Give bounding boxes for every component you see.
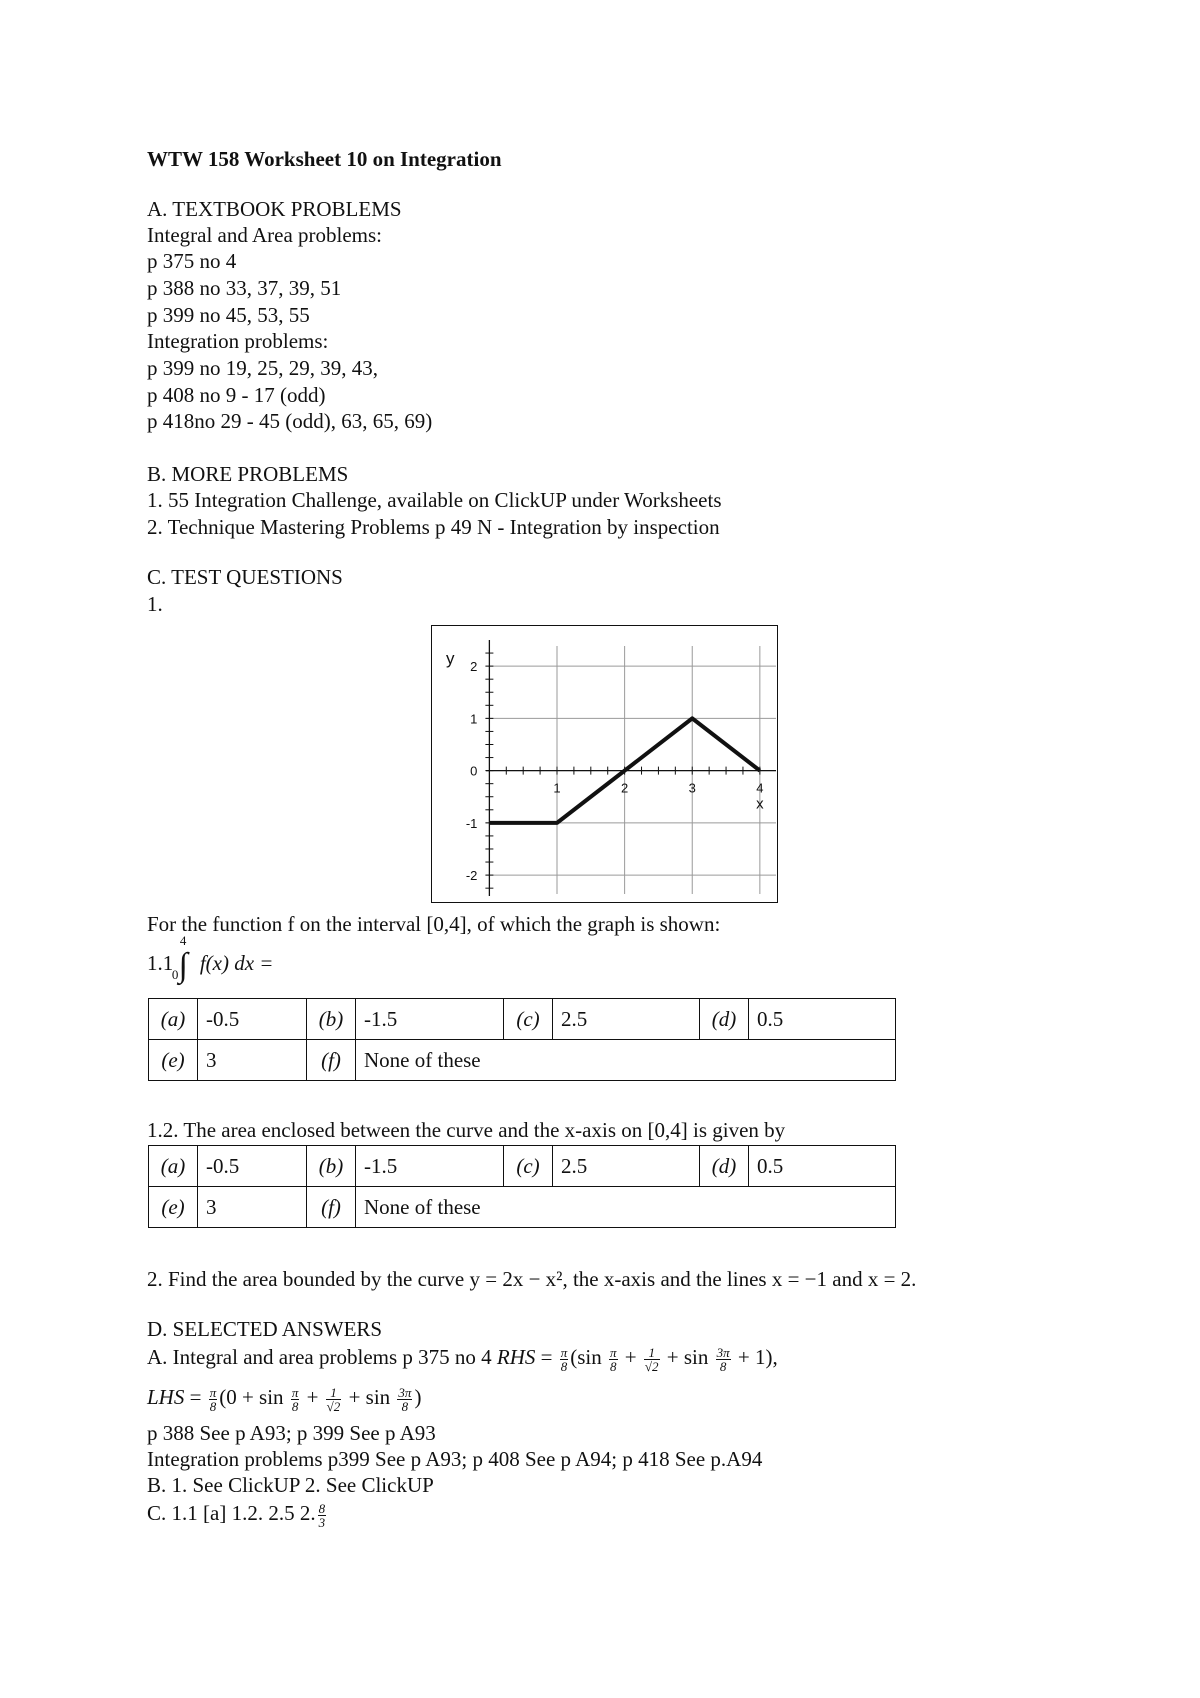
integral-upper-limit: 4 xyxy=(179,933,187,948)
section-a-line: Integration problems: xyxy=(147,329,329,353)
rhs-text: + xyxy=(619,1345,642,1369)
option-a-label[interactable]: (a) xyxy=(149,999,198,1040)
section-d-heading: D. SELECTED ANSWERS xyxy=(147,1317,383,1341)
integral-limits xyxy=(171,933,200,982)
answer-a-lhs xyxy=(147,1384,421,1413)
option-b-value[interactable]: -1.5 xyxy=(356,1146,504,1187)
function-graph xyxy=(431,625,778,903)
section-a-line: p 399 no 19, 25, 29, 39, 43, xyxy=(147,356,378,380)
fraction-numerator: 8 xyxy=(318,1500,326,1516)
integral-sign: ∫ xyxy=(178,947,188,984)
option-c-value[interactable]: 2.5 xyxy=(553,1146,700,1187)
fraction-pi-over-8 xyxy=(209,1386,218,1413)
option-f-label[interactable]: (f) xyxy=(307,1187,356,1228)
answer-c xyxy=(147,1500,328,1529)
x-tick-label: 1 xyxy=(553,780,561,796)
fraction-pi-over-8 xyxy=(560,1346,569,1373)
lhs-label: LHS xyxy=(147,1385,185,1409)
fraction-denominator: 8 xyxy=(610,1358,617,1374)
rhs-text: + sin xyxy=(661,1345,714,1369)
lhs-text: = xyxy=(184,1385,207,1409)
y-tick-label: -1 xyxy=(465,815,478,831)
fraction-numerator: 1 xyxy=(326,1386,342,1400)
answer-a-prefix: A. Integral and area problems p 375 no 4 xyxy=(147,1345,492,1369)
option-b-value[interactable]: -1.5 xyxy=(356,999,504,1040)
function-graph-svg xyxy=(432,626,777,902)
y-axis-label: y xyxy=(446,649,455,669)
rhs-text: = xyxy=(540,1345,558,1369)
fraction-denominator: 8 xyxy=(209,1398,217,1414)
option-b-label[interactable]: (b) xyxy=(307,1146,356,1187)
section-a-line: p 388 no 33, 37, 39, 51 xyxy=(147,276,342,300)
option-e-value[interactable]: 3 xyxy=(198,1187,307,1228)
rhs-text: (sin xyxy=(570,1345,608,1369)
question-1-1 xyxy=(147,933,274,984)
fraction-numerator: π xyxy=(291,1384,299,1400)
y-tick-label: -2 xyxy=(465,868,478,884)
question-1-2: 1.2. The area enclosed between the curve and the x-axis on [0,4] is given by xyxy=(147,1118,786,1142)
fraction-denominator: √2 xyxy=(644,1358,659,1374)
graph-prompt: For the function f on the interval [0,4], of which the graph is shown: xyxy=(147,912,721,936)
answer-line: p 388 See p A93; p 399 See p A93 xyxy=(147,1421,436,1445)
fraction-8-over-3 xyxy=(318,1502,327,1529)
x-tick-label: 4 xyxy=(756,780,764,796)
option-c-label[interactable]: (c) xyxy=(504,1146,553,1187)
fraction-numerator: π xyxy=(610,1344,617,1360)
y-tick-label: 0 xyxy=(470,763,478,779)
option-a-label[interactable]: (a) xyxy=(149,1146,198,1187)
fraction-one-over-root-2 xyxy=(644,1346,660,1373)
section-b-heading: B. MORE PROBLEMS xyxy=(147,462,349,486)
fraction-pi-over-8 xyxy=(609,1346,618,1373)
option-a-value[interactable]: -0.5 xyxy=(198,1146,307,1187)
section-b-line: 1. 55 Integration Challenge, available on ClickUP under Worksheets xyxy=(147,488,722,512)
option-f-label[interactable]: (f) xyxy=(307,1040,356,1081)
option-f-value[interactable]: None of these xyxy=(356,1187,896,1228)
fraction-numerator: π xyxy=(209,1384,217,1400)
answer-c-prefix: C. 1.1 [a] 1.2. 2.5 2. xyxy=(147,1501,316,1525)
fraction-numerator: 3π xyxy=(716,1344,730,1360)
section-c-heading: C. TEST QUESTIONS xyxy=(147,565,343,589)
y-tick-label: 2 xyxy=(470,659,478,675)
option-e-value[interactable]: 3 xyxy=(198,1040,307,1081)
lhs-text: ) xyxy=(414,1385,422,1409)
section-a-heading: A. TEXTBOOK PROBLEMS xyxy=(147,197,402,221)
answer-line: Integration problems p399 See p A93; p 408 See p A94; p 418 See p.A94 xyxy=(147,1447,763,1471)
option-c-value[interactable]: 2.5 xyxy=(553,999,700,1040)
page-title: WTW 158 Worksheet 10 on Integration xyxy=(147,147,502,171)
option-d-value[interactable]: 0.5 xyxy=(749,1146,896,1187)
fraction-denominator: 8 xyxy=(719,1358,727,1374)
fraction-pi-over-8 xyxy=(291,1386,300,1413)
option-c-label[interactable]: (c) xyxy=(504,999,553,1040)
x-tick-label: 3 xyxy=(688,780,696,796)
section-b-line: 2. Technique Mastering Problems p 49 N - Integration by inspection xyxy=(147,515,720,539)
fraction-denominator: 8 xyxy=(560,1358,568,1374)
fraction-denominator: 8 xyxy=(401,1398,409,1414)
option-a-value[interactable]: -0.5 xyxy=(198,999,307,1040)
section-a-line: p 399 no 45, 53, 55 xyxy=(147,303,310,327)
lhs-text: + xyxy=(301,1385,324,1409)
integrand: f(x) dx = xyxy=(199,951,274,975)
y-tick-label: 1 xyxy=(470,711,478,727)
option-f-value[interactable]: None of these xyxy=(356,1040,896,1081)
x-axis-label: x xyxy=(756,795,764,813)
section-a-line: p 418no 29 - 45 (odd), 63, 65, 69) xyxy=(147,409,433,433)
question-1-1-options xyxy=(148,998,896,1081)
x-tick-label: 2 xyxy=(621,780,629,796)
answer-line: B. 1. See ClickUP 2. See ClickUP xyxy=(147,1473,434,1497)
question-2: 2. Find the area bounded by the curve y = 2x − x², the x-axis and the lines x = −1 and x = 2. xyxy=(147,1267,917,1291)
fraction-denominator: √2 xyxy=(326,1398,341,1414)
fraction-one-over-root-2 xyxy=(326,1386,342,1413)
lhs-text: (0 + sin xyxy=(219,1385,289,1409)
fraction-denominator: 8 xyxy=(291,1398,299,1414)
integral-lower-limit: 0 xyxy=(171,967,179,982)
fraction-3pi-over-8 xyxy=(397,1386,412,1413)
fraction-3pi-over-8 xyxy=(716,1346,731,1373)
option-d-value[interactable]: 0.5 xyxy=(749,999,896,1040)
question-1-1-prefix: 1.1 xyxy=(147,951,174,975)
section-a-line: p 408 no 9 - 17 (odd) xyxy=(147,383,326,407)
lhs-text: + sin xyxy=(343,1385,396,1409)
question-1-number: 1. xyxy=(147,592,163,616)
option-d-label[interactable]: (d) xyxy=(700,999,749,1040)
option-e-label[interactable]: (e) xyxy=(149,1187,198,1228)
rhs-text: + 1), xyxy=(732,1345,778,1369)
fraction-numerator: 1 xyxy=(644,1346,660,1360)
option-e-label[interactable]: (e) xyxy=(149,1040,198,1081)
rhs-label: RHS xyxy=(496,1345,536,1369)
question-1-2-options xyxy=(148,1145,896,1228)
option-d-label[interactable]: (d) xyxy=(700,1146,749,1187)
fraction-numerator: π xyxy=(560,1344,568,1360)
fraction-denominator: 3 xyxy=(318,1514,326,1530)
section-a-line: p 375 no 4 xyxy=(147,249,237,273)
fraction-numerator: 3π xyxy=(398,1384,412,1400)
option-b-label[interactable]: (b) xyxy=(307,999,356,1040)
answer-a-rhs xyxy=(147,1344,778,1373)
section-a-line: Integral and Area problems: xyxy=(147,223,382,247)
